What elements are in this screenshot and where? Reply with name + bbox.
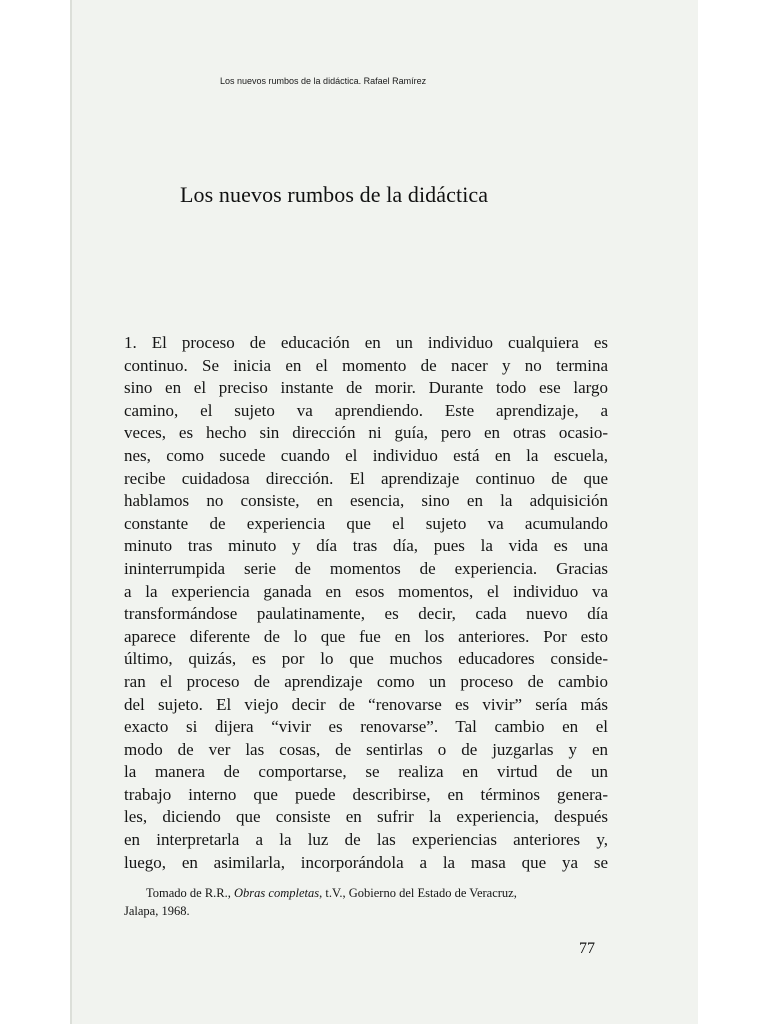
body-line: ran el proceso de aprendizaje como un proceso de cambio xyxy=(124,671,608,691)
body-line: transformándose paulatinamente, es decir, cada nuevo día xyxy=(124,604,608,624)
body-line: exacto si dijera “vivir es renovarse”. Tal cambio en el xyxy=(124,717,608,737)
body-line: trabajo interno que puede describirse, en términos genera- xyxy=(124,784,608,804)
body-line: nes, como sucede cuando el individuo está en la escuela, xyxy=(124,445,608,465)
page-edge xyxy=(70,0,72,1024)
body-line: a la experiencia ganada en esos momentos, el individuo va xyxy=(124,581,608,601)
footnote-work-title: Obras completas xyxy=(234,886,320,900)
body-line: recibe cuidadosa dirección. El aprendizaje continuo de que xyxy=(124,468,608,488)
body-line: luego, en asimilarla, incorporándola a la masa que ya se xyxy=(124,852,608,872)
body-line: aparece diferente de lo que fue en los anteriores. Por esto xyxy=(124,626,608,646)
footnote-line-1 xyxy=(124,884,608,902)
running-header: Los nuevos rumbos de la didáctica. Rafael Ramírez xyxy=(220,76,427,86)
body-line: ininterrumpida serie de momentos de experiencia. Gracias xyxy=(124,558,608,578)
body-line: del sujeto. El viejo decir de “renovarse es vivir” sería más xyxy=(124,694,608,714)
footnote-line-2: Jalapa, 1968. xyxy=(124,904,190,918)
body-line: en interpretarla a la luz de las experiencias anteriores y, xyxy=(124,830,608,850)
body-line: les, diciendo que consiste en sufrir la experiencia, después xyxy=(124,807,608,827)
source-footnote xyxy=(124,884,608,920)
body-line: sino en el preciso instante de morir. Durante todo ese largo xyxy=(124,378,608,398)
body-line: camino, el sujeto va aprendiendo. Este aprendizaje, a xyxy=(124,400,608,420)
body-line: veces, es hecho sin dirección ni guía, pero en otras ocasio- xyxy=(124,423,608,443)
body-line: continuo. Se inicia en el momento de nacer y no termina xyxy=(124,355,608,375)
page-title: Los nuevos rumbos de la didáctica xyxy=(180,182,489,207)
body-line: 1. El proceso de educación en un individuo cualquiera es xyxy=(124,333,608,352)
body-line: constante de experiencia que el sujeto va acumulando xyxy=(124,513,608,533)
page-number: 77 xyxy=(579,940,595,957)
body-line: modo de ver las cosas, de sentirlas o de juzgarlas y en xyxy=(124,739,608,759)
footnote-suffix: , t.V., Gobierno del Estado de Veracruz, xyxy=(319,886,517,900)
body-paragraph xyxy=(124,332,608,874)
body-line: la manera de comportarse, se realiza en virtud de un xyxy=(124,762,608,782)
body-line: minuto tras minuto y día tras día, pues la vida es una xyxy=(124,536,608,556)
body-line: hablamos no consiste, en esencia, sino en la adquisición xyxy=(124,491,608,511)
body-line: último, quizás, es por lo que muchos educadores conside- xyxy=(124,649,608,669)
footnote-prefix: Tomado de R.R., xyxy=(146,886,235,900)
